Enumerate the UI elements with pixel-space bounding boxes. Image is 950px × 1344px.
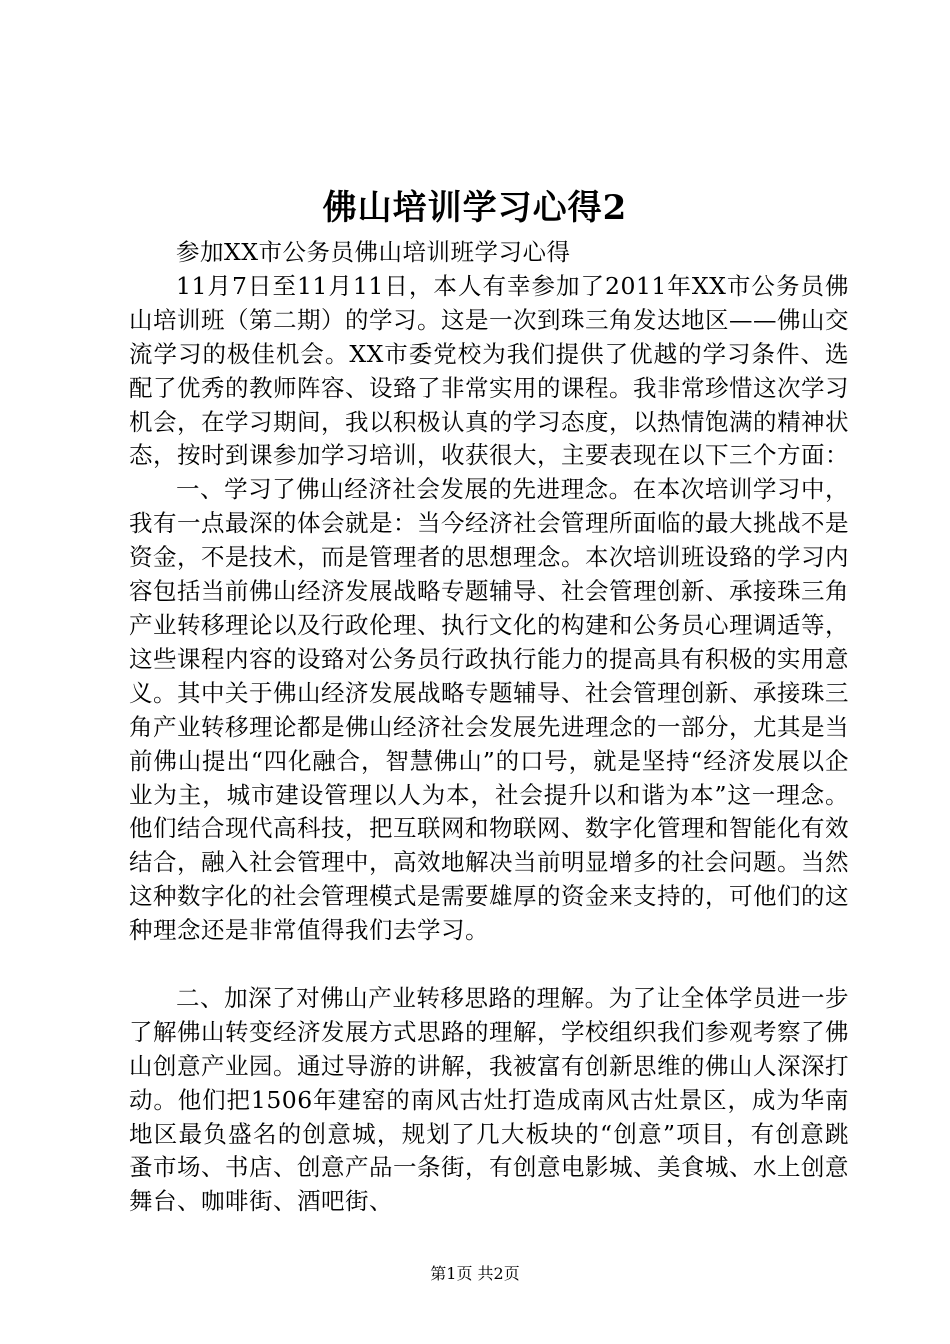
paragraph-section-2: 二、加深了对佛山产业转移思路的理解。为了让全体学员进一步了解佛山转变经济发展方式思路的理解，学校组织我们参观考察了佛山创意产业园。通过导游的讲解，我被富有创新思维的佛山人深深打动。他们把1506年建窑的南风古灶打造成南风古灶景区，成为华南地区最负盛名的创意城，规划了几大板块的“创意”项目，有创意跳蚤市场、书店、创意产品一条街，有创意电影城、美食城、水上创意舞台、咖啡街、酒吧街、 [129, 983, 849, 1216]
paragraph-intro: 11月7日至11月11日，本人有幸参加了2011年XX市公务员佛山培训班（第二期）的学习。这是一次到珠三角发达地区——佛山交流学习的极佳机会。XX市委党校为我们提供了优越的学习条件、选配了优秀的教师阵容、设臵了非常实用的课程。我非常珍惜这次学习机会，在学习期间，我以积极认真的学习态度，以热情饱满的精神状态，按时到课参加学习培训，收获很大，主要表现在以下三个方面： [129, 271, 849, 470]
document-title: 佛山培训学习心得2 [322, 188, 628, 228]
paragraph-section-1: 一、学习了佛山经济社会发展的先进理念。在本次培训学习中，我有一点最深的体会就是：当今经济社会管理所面临的最大挑战不是资金，不是技术，而是管理者的思想理念。本次培训班设臵的学习内容包括当前佛山经济发展战略专题辅导、社会管理创新、承接珠三角产业转移理论以及行政伦理、执行文化的构建和公务员心理调适等，这些课程内容的设臵对公务员行政执行能力的提高具有积极的实用意义。其中关于佛山经济发展战略专题辅导、社会管理创新、承接珠三角产业转移理论都是佛山经济社会发展先进理念的一部分，尤其是当前佛山提出“四化融合，智慧佛山”的口号，就是坚持“经济发展以企业为主，城市建设管理以人为本，社会提升以和谐为本”这一理念。他们结合现代高科技，把互联网和物联网、数字化管理和智能化有效结合，融入社会管理中，高效地解决当前明显增多的社会问题。当然这种数字化的社会管理模式是需要雄厚的资金来支持的，可他们的这种理念还是非常值得我们去学习。 [129, 475, 849, 945]
document-body [129, 236, 849, 1219]
paragraph-heading: 参加XX市公务员佛山培训班学习心得 [176, 238, 571, 266]
page-footer: 第1页 共2页 [430, 1264, 520, 1283]
